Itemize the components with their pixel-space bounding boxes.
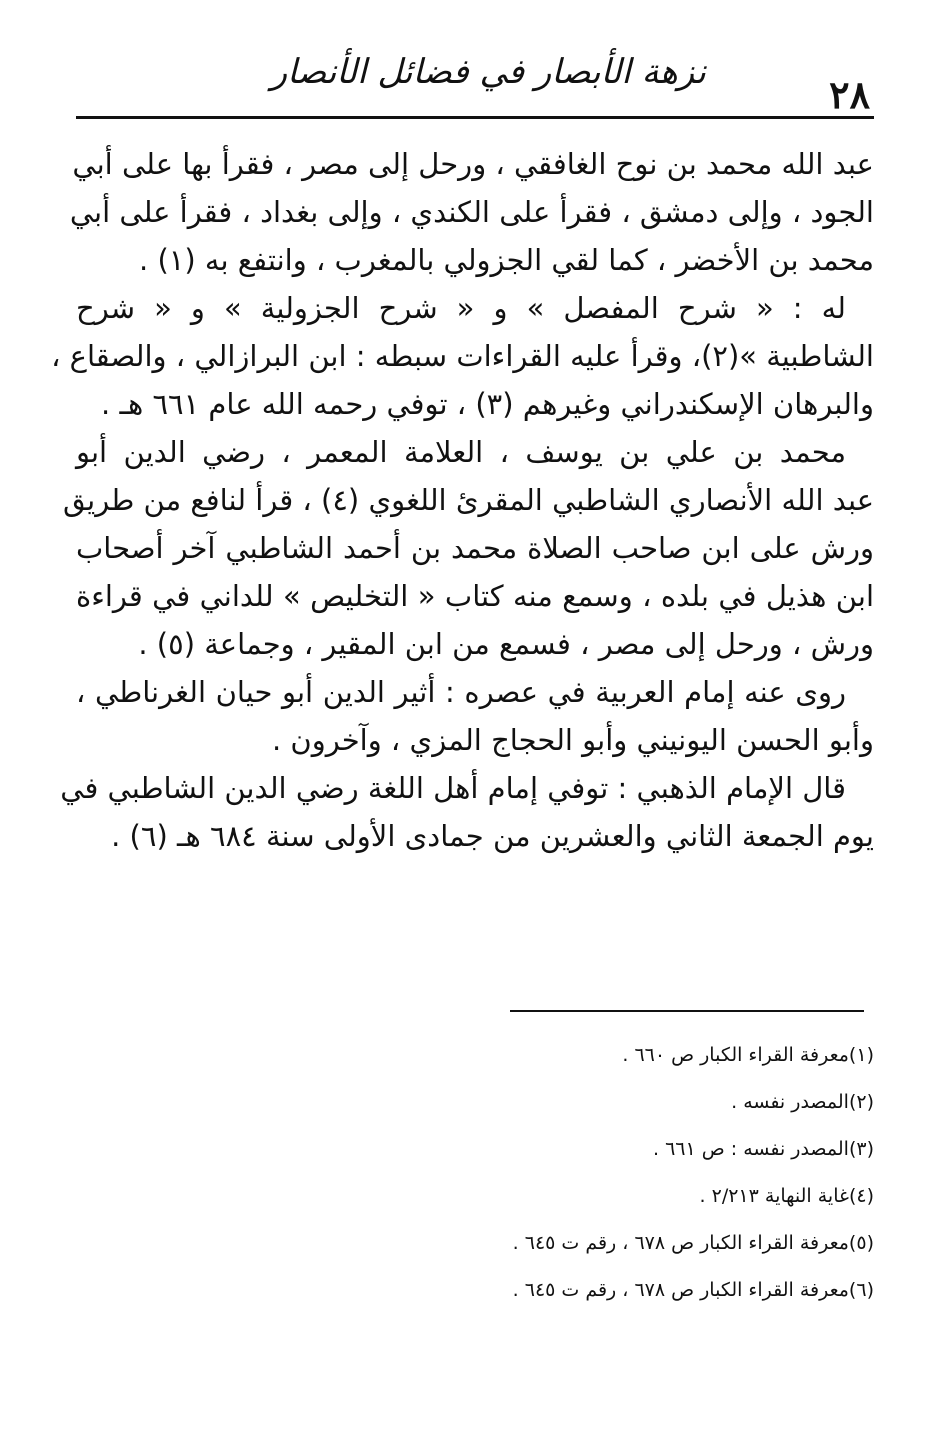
text-line: الشاطبية »(٢)، وقرأ عليه القراءات سبطه : ابن البرازالي ، والصقاع ، <box>51 339 874 373</box>
paragraph-2 <box>51 284 874 428</box>
text-line: محمد بن الأخضر ، كما لقي الجزولي بالمغرب ، وانتفع به (١) . <box>139 243 874 277</box>
text-line: له : « شرح المفصل » و « شرح الجزولية » و « شرح <box>76 291 846 325</box>
footnote-2: (٢)المصدر نفسه . <box>731 1091 874 1113</box>
text-line: ورش على ابن صاحب الصلاة محمد بن أحمد الشاطبي آخر أصحاب <box>76 531 874 565</box>
footnote-4: (٤)غاية النهاية ٢/٢١٣ . <box>699 1185 874 1207</box>
footnotes <box>76 1032 874 1314</box>
paragraph-1 <box>69 140 874 284</box>
text-line: ابن هذيل في بلده ، وسمع منه كتاب « التخليص » للداني في قراءة <box>76 579 874 613</box>
text-line: والبرهان الإسكندراني وغيرهم (٣) ، توفي رحمه الله عام ٦٦١ هـ . <box>101 387 874 421</box>
paragraph-5 <box>60 764 874 860</box>
main-text <box>51 140 874 860</box>
text-line: قال الإمام الذهبي : توفي إمام أهل اللغة رضي الدين الشاطبي في <box>60 771 846 805</box>
text-line: روى عنه إمام العربية في عصره : أثير الدين أبو حيان الغرناطي ، <box>76 675 846 709</box>
paragraph-3 <box>62 428 874 668</box>
text-line: محمد بن علي بن يوسف ، العلامة المعمر ، رضي الدين أبو <box>76 435 846 469</box>
footnote-1: (١)معرفة القراء الكبار ص ٦٦٠ . <box>622 1044 874 1066</box>
footnote-separator <box>510 1010 864 1012</box>
text-line: عبد الله محمد بن نوح الغافقي ، ورحل إلى مصر ، فقرأ بها على أبي <box>72 147 874 181</box>
text-line: ورش ، ورحل إلى مصر ، فسمع من ابن المقير ، وجماعة (٥) . <box>138 627 874 661</box>
page-header <box>76 50 874 116</box>
page-number: ٢٨ <box>829 72 870 117</box>
text-line: وأبو الحسن اليونيني وأبو الحجاج المزي ، وآخرون . <box>271 723 874 757</box>
text-line: الجود ، وإلى دمشق ، فقرأ على الكندي ، وإلى بغداد ، فقرأ على أبي <box>69 195 874 229</box>
text-line: عبد الله الأنصاري الشاطبي المقرئ اللغوي (٤) ، قرأ لنافع من طريق <box>62 483 874 517</box>
running-title: نزهة الأبصار في فضائل الأنصار <box>270 52 706 92</box>
paragraph-4 <box>76 668 874 764</box>
footnote-3: (٣)المصدر نفسه : ص ٦٦١ . <box>652 1138 874 1160</box>
footnote-5: (٥)معرفة القراء الكبار ص ٦٧٨ ، رقم ت ٦٤٥ . <box>512 1232 874 1254</box>
text-line: يوم الجمعة الثاني والعشرين من جمادى الأولى سنة ٦٨٤ هـ (٦) . <box>111 819 874 853</box>
header-rule <box>76 116 874 119</box>
footnote-6: (٦)معرفة القراء الكبار ص ٦٧٨ ، رقم ت ٦٤٥ . <box>512 1279 874 1301</box>
